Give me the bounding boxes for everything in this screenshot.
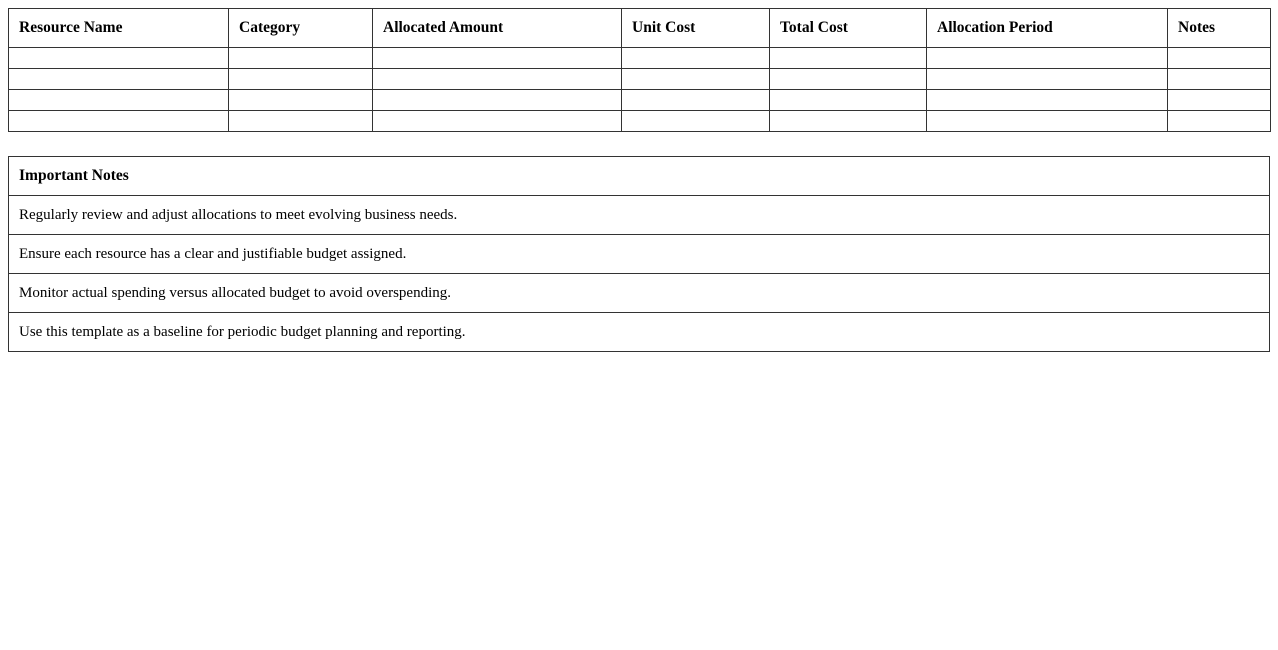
table-cell[interactable] <box>229 111 373 132</box>
note-row <box>9 274 1270 313</box>
table-header-row <box>9 9 1271 48</box>
table-row <box>9 90 1271 111</box>
header-resource-name: Resource Name <box>9 9 229 48</box>
table-cell[interactable] <box>622 69 770 90</box>
table-cell[interactable] <box>9 69 229 90</box>
table-cell[interactable] <box>373 69 622 90</box>
note-text: Ensure each resource has a clear and justifiable budget assigned. <box>9 235 1270 274</box>
important-notes-table <box>8 156 1270 352</box>
table-cell[interactable] <box>622 111 770 132</box>
table-cell[interactable] <box>229 48 373 69</box>
table-cell[interactable] <box>1168 48 1271 69</box>
header-category: Category <box>229 9 373 48</box>
table-cell[interactable] <box>622 48 770 69</box>
table-cell[interactable] <box>373 48 622 69</box>
table-cell[interactable] <box>1168 90 1271 111</box>
table-cell[interactable] <box>9 90 229 111</box>
header-unit-cost: Unit Cost <box>622 9 770 48</box>
table-cell[interactable] <box>9 48 229 69</box>
notes-title: Important Notes <box>9 157 1270 196</box>
table-row <box>9 48 1271 69</box>
header-notes: Notes <box>1168 9 1271 48</box>
table-cell[interactable] <box>770 48 927 69</box>
table-cell[interactable] <box>622 90 770 111</box>
note-text: Use this template as a baseline for periodic budget planning and reporting. <box>9 313 1270 352</box>
header-allocated-amount: Allocated Amount <box>373 9 622 48</box>
table-cell[interactable] <box>927 48 1168 69</box>
table-cell[interactable] <box>373 90 622 111</box>
header-total-cost: Total Cost <box>770 9 927 48</box>
header-allocation-period: Allocation Period <box>927 9 1168 48</box>
resource-allocation-table <box>8 8 1271 132</box>
table-cell[interactable] <box>927 90 1168 111</box>
table-cell[interactable] <box>9 111 229 132</box>
table-cell[interactable] <box>770 90 927 111</box>
note-row <box>9 235 1270 274</box>
table-cell[interactable] <box>1168 69 1271 90</box>
table-cell[interactable] <box>770 69 927 90</box>
table-cell[interactable] <box>373 111 622 132</box>
page-content <box>8 8 1270 352</box>
table-cell[interactable] <box>770 111 927 132</box>
note-text: Monitor actual spending versus allocated budget to avoid overspending. <box>9 274 1270 313</box>
table-cell[interactable] <box>927 111 1168 132</box>
table-cell[interactable] <box>1168 111 1271 132</box>
table-row <box>9 69 1271 90</box>
notes-header-row <box>9 157 1270 196</box>
note-text: Regularly review and adjust allocations to meet evolving business needs. <box>9 196 1270 235</box>
note-row <box>9 313 1270 352</box>
table-cell[interactable] <box>229 90 373 111</box>
table-row <box>9 111 1271 132</box>
note-row <box>9 196 1270 235</box>
table-cell[interactable] <box>927 69 1168 90</box>
table-cell[interactable] <box>229 69 373 90</box>
